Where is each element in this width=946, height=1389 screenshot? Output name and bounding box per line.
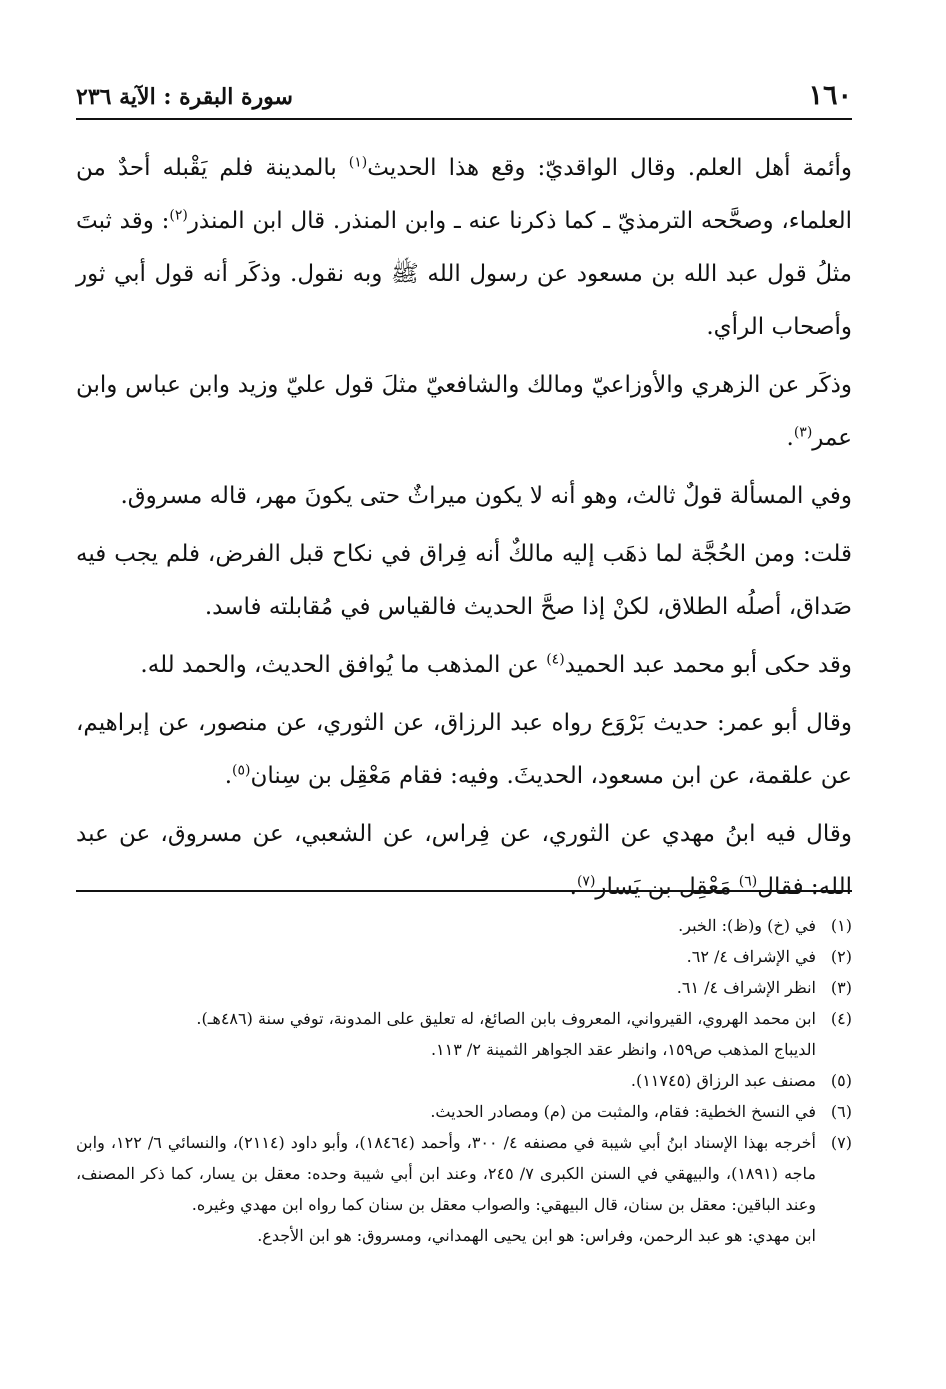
footnote-ref: (٦) bbox=[738, 873, 758, 890]
footnote-ref: (٢) bbox=[169, 207, 188, 224]
footnote bbox=[76, 941, 852, 972]
paragraph bbox=[76, 639, 852, 692]
text-run: . bbox=[224, 763, 233, 789]
footnote-number: (١) bbox=[830, 916, 852, 935]
paragraph bbox=[76, 359, 852, 465]
footnote bbox=[76, 1127, 852, 1220]
paragraph bbox=[76, 142, 852, 354]
main-text bbox=[76, 142, 852, 919]
text-run: وفي المسألة قولٌ ثالث، وهو أنه لا يكون ميراثٌ حتى يكونَ مهر، قاله مسروق. bbox=[120, 483, 852, 509]
footnote bbox=[76, 1003, 852, 1034]
running-header bbox=[76, 74, 852, 120]
footnote bbox=[76, 1096, 852, 1127]
footnote-separator bbox=[76, 890, 852, 892]
footnote bbox=[76, 972, 852, 1003]
footnote-number: (٥) bbox=[830, 1071, 852, 1090]
text-run: مَعْقِل بن يَسار bbox=[595, 874, 739, 900]
text-run: : وقد ثبتَ مثلُ قول عبد الله بن مسعود عن رسول الله ﷺ وبه نقول. وذكَر أنه قول أبي ثور وأصحاب الرأي. bbox=[76, 208, 852, 340]
footnote-number: (٤) bbox=[830, 1009, 852, 1028]
footnote-ref: (٣) bbox=[793, 424, 813, 441]
footnote-ref: (٧) bbox=[576, 873, 596, 890]
footnote-text: انظر الإشراف ٤/ ٦١. bbox=[676, 978, 816, 997]
text-run: . bbox=[786, 425, 794, 451]
footnote-number: (٢) bbox=[830, 947, 852, 966]
text-run: وذكَر عن الزهري والأوزاعيّ ومالك والشافعيّ مثلَ قول عليّ وزيد وابن عباس وابن عمر bbox=[76, 372, 852, 451]
text-run: . bbox=[569, 874, 577, 900]
footnotes bbox=[76, 910, 852, 1251]
footnote-text: في (خ) و(ظ): الخبر. bbox=[678, 916, 816, 935]
footnote bbox=[76, 1065, 852, 1096]
footnote-text: أخرجه بهذا الإسناد ابنُ أبي شيبة في مصنفه ٤/ ٣٠٠، وأحمد (١٨٤٦٤)، وأبو داود (٢١١٤)، والنسائي ٦/ ١٢٢، وابن ماجه (١٨٩١)، والبيهقي في السنن الكبرى ٧/ ٢٤٥، وعند ابن أبي شيبة وحده: معقل بن يسار، كما ذكر المصنف، وعند الباقين: معقل بن سنان، قال البيهقي: والصواب معقل بن سنان كما رواه ابن مهدي وغيره. bbox=[76, 1133, 816, 1214]
text-run: وقد حكى أبو محمد عبد الحميد bbox=[564, 652, 852, 678]
text-run: بالمدينة فلم يَقْبله أحدٌ من العلماء، وصحَّحه الترمذيّ ـ كما ذكرنا عنه ـ وابن المنذر. قال ابن المنذر bbox=[76, 155, 852, 234]
text-run: عن المذهب ما يُوافق الحديث، والحمد لله. bbox=[140, 652, 547, 678]
footnote-text: في الإشراف ٤/ ٦٢. bbox=[686, 947, 816, 966]
text-run: وأئمة أهل العلم. وقال الواقديّ: وقع هذا الحديث bbox=[367, 155, 852, 181]
footnote bbox=[76, 910, 852, 941]
footnote-ref: (٤) bbox=[546, 651, 565, 668]
footnote-ref: (٥) bbox=[232, 762, 251, 779]
footnote-text: في النسخ الخطية: فقام، والمثبت من (م) ومصادر الحديث. bbox=[430, 1102, 816, 1121]
paragraph bbox=[76, 528, 852, 634]
paragraph bbox=[76, 697, 852, 803]
footnote-continuation: ابن مهدي: هو عبد الرحمن، وفراس: هو ابن يحيى الهمداني، ومسروق: هو ابن الأجدع. bbox=[257, 1226, 816, 1245]
footnote-continuation: الديباج المذهب ص١٥٩، وانظر عقد الجواهر الثمينة ٢/ ١١٣. bbox=[430, 1040, 816, 1059]
paragraph bbox=[76, 808, 852, 914]
text-run: قلت: ومن الحُجَّة لما ذهَب إليه مالكٌ أنه فِراق في نكاح قبل الفرض، فلم يجب فيه صَداق، أصلُه الطلاق، لكنْ إذا صحَّ الحديث فالقياس في مُقابلته فاسد. bbox=[76, 541, 852, 620]
page-number: ١٦٠ bbox=[808, 80, 852, 111]
footnote-ref: (١) bbox=[348, 154, 368, 171]
paragraph bbox=[76, 470, 852, 523]
footnote-number: (٦) bbox=[830, 1102, 852, 1121]
running-title: سورة البقرة : الآية ٢٣٦ bbox=[76, 84, 293, 110]
text-run: وقال فيه ابنُ مهدي عن الثوري، عن فِراس، عن الشعبي، عن مسروق، عن عبد الله: فقال bbox=[76, 821, 852, 900]
footnote-number: (٧) bbox=[830, 1133, 852, 1152]
footnote-number: (٣) bbox=[830, 978, 852, 997]
footnote-text: مصنف عبد الرزاق (١١٧٤٥). bbox=[630, 1071, 816, 1090]
footnote-text: ابن محمد الهروي، القيرواني، المعروف بابن الصائغ، له تعليق على المدونة، توفي سنة (٤٨٦هـ). bbox=[196, 1009, 816, 1028]
text-run: وقال أبو عمر: حديث بَرْوَع رواه عبد الرزاق، عن الثوري، عن منصور، عن إبراهيم، عن علقمة، عن ابن مسعود، الحديثَ. وفيه: فقام مَعْقِل بن سِنان bbox=[76, 710, 852, 789]
